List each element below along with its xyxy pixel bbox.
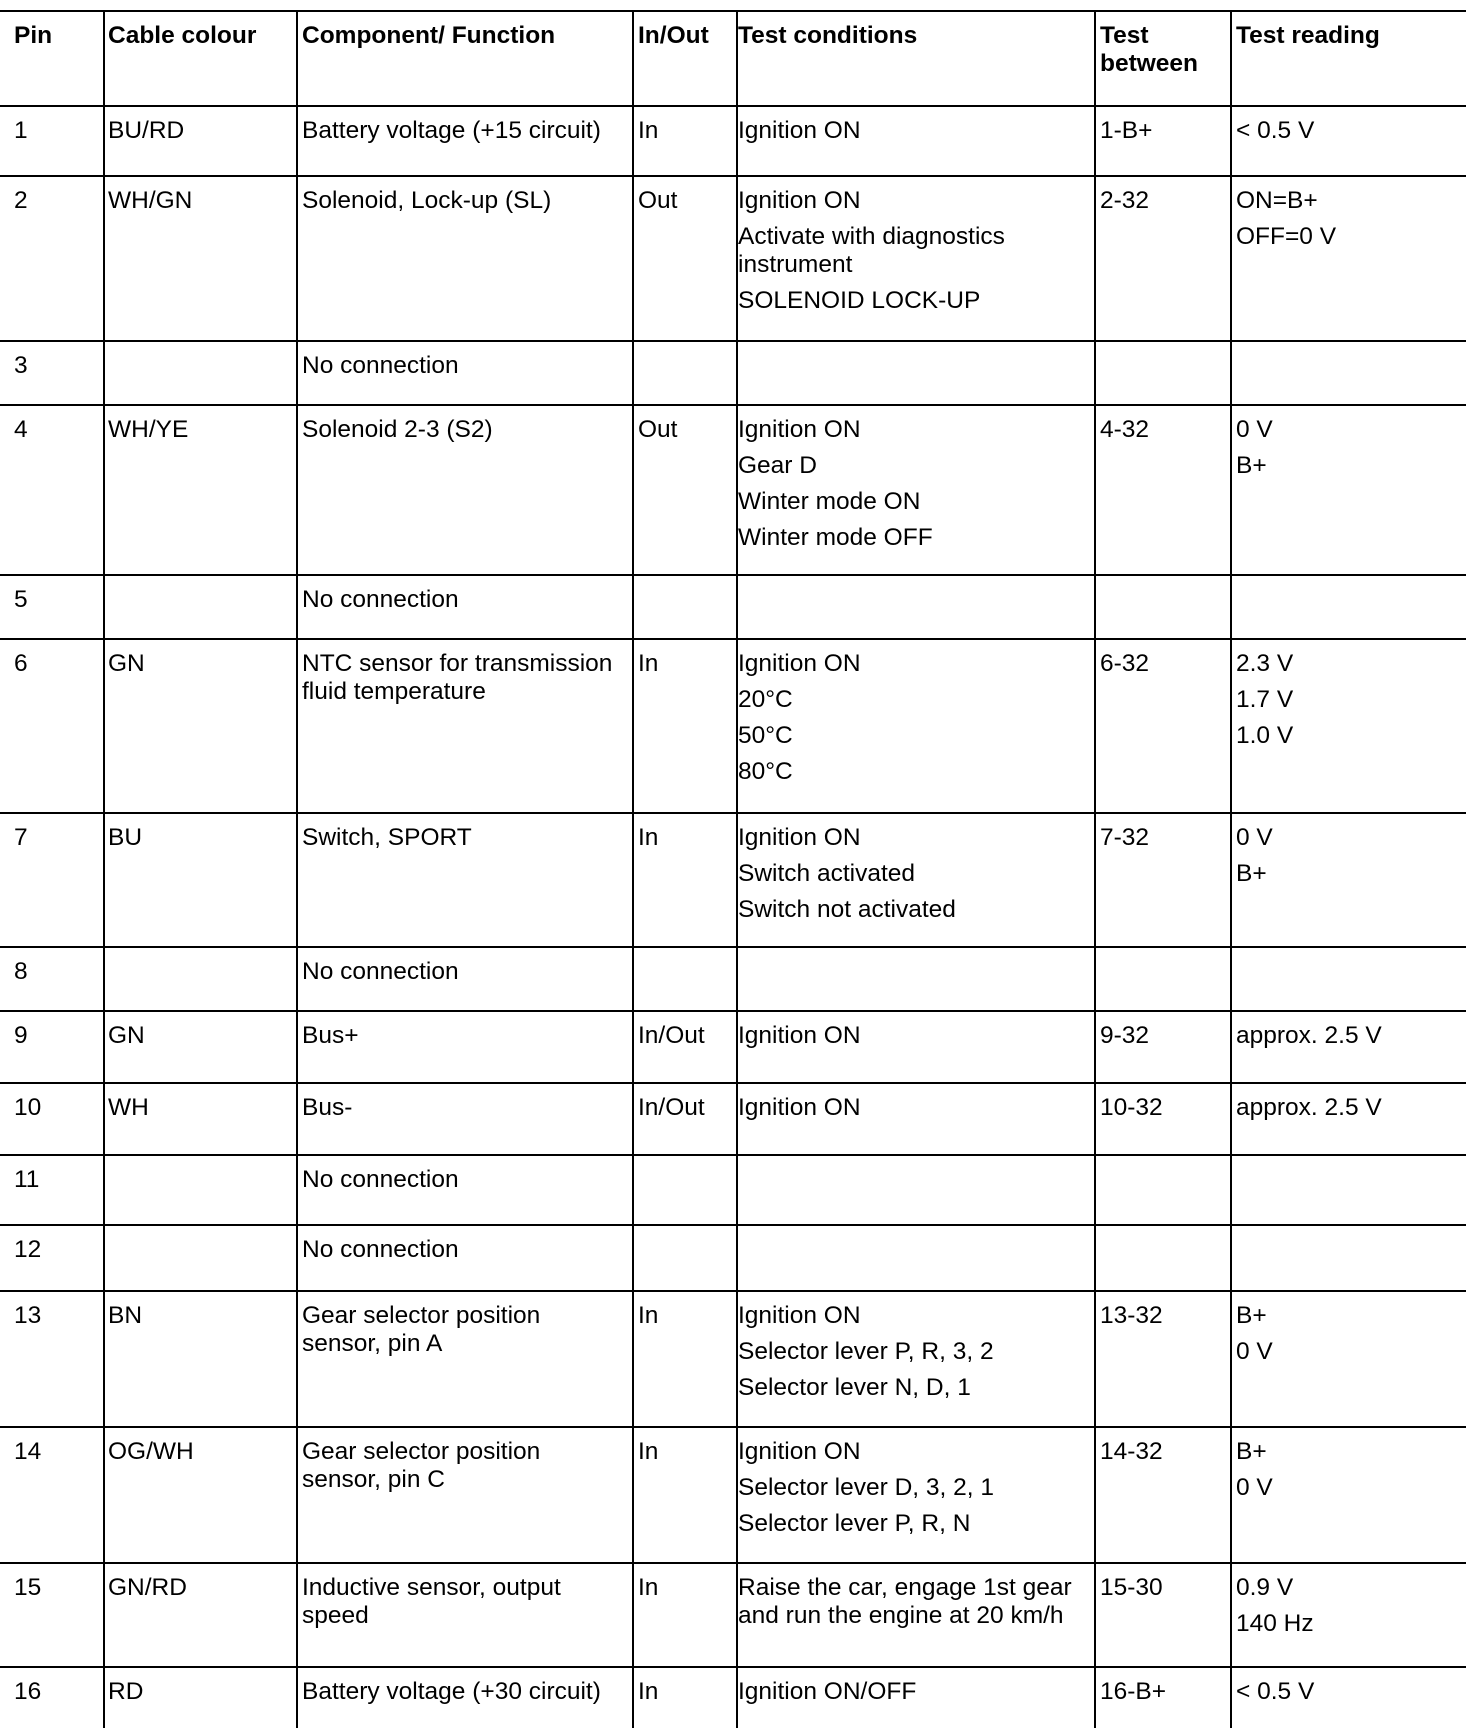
test-conditions-text: and run the engine at 20 km/h <box>738 1602 1064 1629</box>
table-row <box>0 105 1472 175</box>
cable-colour-text: GN <box>108 1022 145 1049</box>
test-between-text: 14-32 <box>1100 1438 1163 1465</box>
table-row <box>0 812 1472 946</box>
pin-text: 11 <box>14 1166 40 1193</box>
test-conditions-text: Ignition ON/OFF <box>738 1678 917 1705</box>
pin-text: 7 <box>14 824 28 851</box>
cable-colour-text: Cable colour <box>108 22 257 49</box>
test-conditions-text: Raise the car, engage 1st gear <box>738 1574 1072 1601</box>
component-function-text: sensor, pin C <box>302 1466 445 1493</box>
test-conditions-text: Ignition ON <box>738 117 861 144</box>
test-conditions-text: Ignition ON <box>738 1022 861 1049</box>
pin-text: 3 <box>14 352 28 379</box>
component-function-text: NTC sensor for transmission <box>302 650 613 677</box>
test-conditions-text: Selector lever D, 3, 2, 1 <box>738 1474 995 1501</box>
component-function-text: Battery voltage (+30 circuit) <box>302 1678 601 1705</box>
in-out-text: In <box>638 1438 659 1465</box>
test-reading-text: B+ <box>1236 452 1267 479</box>
test-between-text: 6-32 <box>1100 650 1150 677</box>
in-out-text: In <box>638 824 659 851</box>
test-conditions-text: Winter mode ON <box>738 488 921 515</box>
component-function-text: speed <box>302 1602 369 1629</box>
test-reading-text: B+ <box>1236 1302 1267 1329</box>
pin-text: 12 <box>14 1236 42 1263</box>
component-function-text: Battery voltage (+15 circuit) <box>302 117 601 144</box>
test-between-text: 7-32 <box>1100 824 1150 851</box>
test-reading-text: 0 V <box>1236 824 1273 851</box>
test-conditions-text: Switch activated <box>738 860 916 887</box>
table-row <box>0 1010 1472 1082</box>
test-conditions-text: Test conditions <box>738 22 918 49</box>
in-out-text: In <box>638 117 659 144</box>
cable-colour-text: OG/WH <box>108 1438 194 1465</box>
test-conditions-text: instrument <box>738 251 853 278</box>
test-reading-text: 1.0 V <box>1236 722 1294 749</box>
test-between-text: Test <box>1100 22 1149 49</box>
test-reading-text: 0.9 V <box>1236 1574 1294 1601</box>
test-conditions-text: Ignition ON <box>738 1438 861 1465</box>
pin-text: 16 <box>14 1678 42 1705</box>
test-conditions-text: Switch not activated <box>738 896 956 923</box>
in-out-text: Out <box>638 187 678 214</box>
component-function-text: Switch, SPORT <box>302 824 472 851</box>
test-between-text: 2-32 <box>1100 187 1150 214</box>
table-row <box>0 1562 1472 1666</box>
in-out-text: In <box>638 1302 659 1329</box>
pin-text: 4 <box>14 416 28 443</box>
test-conditions-text: Selector lever N, D, 1 <box>738 1374 971 1401</box>
test-between-text: 9-32 <box>1100 1022 1150 1049</box>
component-function-text: Bus+ <box>302 1022 359 1049</box>
test-between-text: between <box>1100 50 1199 77</box>
test-between-text: 16-B+ <box>1100 1678 1167 1705</box>
pin-text: Pin <box>14 22 53 49</box>
test-reading-text: 2.3 V <box>1236 650 1294 677</box>
table-row <box>0 1426 1472 1562</box>
test-reading-text: < 0.5 V <box>1236 117 1315 144</box>
pin-text: 13 <box>14 1302 42 1329</box>
component-function-text: No connection <box>302 958 459 985</box>
table-row <box>0 574 1472 638</box>
cable-colour-text: WH/GN <box>108 187 193 214</box>
table-row <box>0 946 1472 1010</box>
pin-text: 15 <box>14 1574 42 1601</box>
test-between-text: 10-32 <box>1100 1094 1163 1121</box>
in-out-text: In/Out <box>638 1094 705 1121</box>
test-between-text: 4-32 <box>1100 416 1150 443</box>
cable-colour-text: BU <box>108 824 143 851</box>
test-conditions-text: Ignition ON <box>738 187 861 214</box>
test-reading-text: 140 Hz <box>1236 1610 1314 1637</box>
pin-text: 14 <box>14 1438 42 1465</box>
test-reading-text: 0 V <box>1236 416 1273 443</box>
component-function-text: No connection <box>302 586 459 613</box>
in-out-text: In <box>638 1678 659 1705</box>
test-conditions-text: Selector lever P, R, 3, 2 <box>738 1338 994 1365</box>
pin-text: 9 <box>14 1022 28 1049</box>
in-out-text: In/Out <box>638 22 709 49</box>
test-between-text: 13-32 <box>1100 1302 1163 1329</box>
component-function-text: No connection <box>302 1166 459 1193</box>
table-row <box>0 638 1472 812</box>
cable-colour-text: RD <box>108 1678 144 1705</box>
test-between-text: 1-B+ <box>1100 117 1153 144</box>
test-conditions-text: Activate with diagnostics <box>738 223 1005 250</box>
test-conditions-text: Ignition ON <box>738 650 861 677</box>
test-reading-text: 1.7 V <box>1236 686 1294 713</box>
in-out-text: Out <box>638 416 678 443</box>
test-reading-text: ON=B+ <box>1236 187 1318 214</box>
test-reading-text: OFF=0 V <box>1236 223 1337 250</box>
table-row <box>0 1666 1472 1728</box>
component-function-text: No connection <box>302 1236 459 1263</box>
in-out-text: In <box>638 650 659 677</box>
component-function-text: Gear selector position <box>302 1438 541 1465</box>
pin-text: 5 <box>14 586 28 613</box>
in-out-text: In/Out <box>638 1022 705 1049</box>
test-reading-text: B+ <box>1236 1438 1267 1465</box>
test-reading-text: 0 V <box>1236 1474 1273 1501</box>
cable-colour-text: BU/RD <box>108 117 185 144</box>
component-function-text: Bus- <box>302 1094 353 1121</box>
test-reading-text: approx. 2.5 V <box>1236 1022 1382 1049</box>
component-function-text: Component/ Function <box>302 22 556 49</box>
component-function-text: sensor, pin A <box>302 1330 443 1357</box>
component-function-text: Solenoid 2-3 (S2) <box>302 416 493 443</box>
test-between-text: 15-30 <box>1100 1574 1163 1601</box>
test-conditions-text: 20°C <box>738 686 793 713</box>
test-conditions-text: Ignition ON <box>738 824 861 851</box>
component-function-text: Solenoid, Lock-up (SL) <box>302 187 552 214</box>
test-conditions-text: Selector lever P, R, N <box>738 1510 971 1537</box>
table-row <box>0 1082 1472 1154</box>
table-row <box>0 175 1472 340</box>
test-conditions-text: Ignition ON <box>738 416 861 443</box>
component-function-text: Gear selector position <box>302 1302 541 1329</box>
test-conditions-text: 80°C <box>738 758 793 785</box>
test-conditions-text: Winter mode OFF <box>738 524 933 551</box>
cable-colour-text: WH/YE <box>108 416 189 443</box>
cable-colour-text: BN <box>108 1302 143 1329</box>
pin-text: 8 <box>14 958 28 985</box>
test-reading-text: 0 V <box>1236 1338 1273 1365</box>
in-out-text: In <box>638 1574 659 1601</box>
test-reading-text: < 0.5 V <box>1236 1678 1315 1705</box>
pin-text: 10 <box>14 1094 42 1121</box>
table-header-row <box>0 10 1472 105</box>
table-row <box>0 404 1472 574</box>
table-row <box>0 1290 1472 1426</box>
test-conditions-text: Ignition ON <box>738 1302 861 1329</box>
test-conditions-text: Ignition ON <box>738 1094 861 1121</box>
component-function-text: No connection <box>302 352 459 379</box>
pin-text: 1 <box>14 117 28 144</box>
test-conditions-text: SOLENOID LOCK-UP <box>738 287 981 314</box>
component-function-text: Inductive sensor, output <box>302 1574 561 1601</box>
test-conditions-text: 50°C <box>738 722 793 749</box>
table-row <box>0 1224 1472 1290</box>
table-row <box>0 340 1472 404</box>
pin-text: 6 <box>14 650 28 677</box>
test-reading-text: approx. 2.5 V <box>1236 1094 1382 1121</box>
test-reading-text: B+ <box>1236 860 1267 887</box>
cable-colour-text: WH <box>108 1094 149 1121</box>
cable-colour-text: GN <box>108 650 145 677</box>
cable-colour-text: GN/RD <box>108 1574 187 1601</box>
table-row <box>0 1154 1472 1224</box>
pin-text: 2 <box>14 187 28 214</box>
test-reading-text: Test reading <box>1236 22 1380 49</box>
component-function-text: fluid temperature <box>302 678 486 705</box>
test-conditions-text: Gear D <box>738 452 817 479</box>
